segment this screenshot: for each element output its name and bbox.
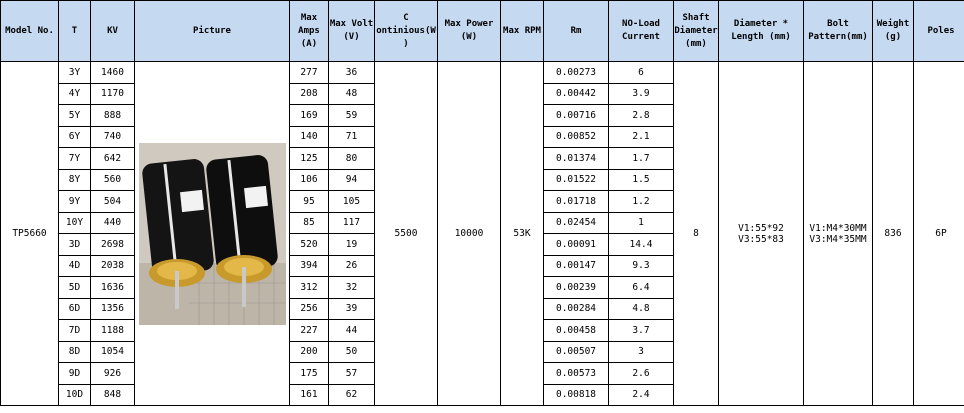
winding-cell: 9Y	[59, 191, 91, 213]
rm-cell: 0.00147	[544, 255, 609, 277]
kv-cell: 740	[91, 126, 135, 148]
max-volt-cell: 80	[329, 148, 375, 170]
header-max-volt: Max Volt (V)	[329, 1, 375, 62]
max-volt-cell: 48	[329, 83, 375, 105]
no-load-cell: 9.3	[609, 255, 674, 277]
header-row	[1, 1, 964, 62]
header-rm: Rm	[544, 1, 609, 62]
picture-cell	[135, 62, 290, 406]
kv-cell: 560	[91, 169, 135, 191]
rm-cell: 0.01522	[544, 169, 609, 191]
kv-cell: 888	[91, 105, 135, 127]
max-amps-cell: 106	[290, 169, 329, 191]
kv-cell: 1460	[91, 62, 135, 84]
table-row	[1, 62, 964, 84]
max-volt-cell: 50	[329, 341, 375, 363]
winding-cell: 6D	[59, 298, 91, 320]
no-load-cell: 3.7	[609, 320, 674, 342]
rm-cell: 0.00573	[544, 363, 609, 385]
winding-cell: 7Y	[59, 148, 91, 170]
winding-cell: 3Y	[59, 62, 91, 84]
rm-cell: 0.00239	[544, 277, 609, 299]
bolt-line-v3: V3:M4*35MM	[809, 233, 867, 245]
no-load-cell: 6	[609, 62, 674, 84]
continuous-cell: 5500	[375, 62, 438, 406]
max-amps-cell: 227	[290, 320, 329, 342]
no-load-cell: 1.7	[609, 148, 674, 170]
max-amps-cell: 277	[290, 62, 329, 84]
max-amps-cell: 175	[290, 363, 329, 385]
rm-cell: 0.00284	[544, 298, 609, 320]
max-volt-cell: 32	[329, 277, 375, 299]
winding-cell: 8D	[59, 341, 91, 363]
header-max-rpm: Max RPM	[501, 1, 544, 62]
model-cell: TP5660	[1, 62, 59, 406]
dimensions-line-v1: V1:55*92	[738, 222, 784, 234]
kv-cell: 642	[91, 148, 135, 170]
max-amps-cell: 161	[290, 384, 329, 406]
kv-cell: 504	[91, 191, 135, 213]
winding-cell: 3D	[59, 234, 91, 256]
winding-cell: 7D	[59, 320, 91, 342]
no-load-cell: 1.2	[609, 191, 674, 213]
max-amps-cell: 125	[290, 148, 329, 170]
winding-cell: 6Y	[59, 126, 91, 148]
no-load-cell: 6.4	[609, 277, 674, 299]
kv-cell: 2698	[91, 234, 135, 256]
header-t: T	[59, 1, 91, 62]
max-amps-cell: 169	[290, 105, 329, 127]
header-kv: KV	[91, 1, 135, 62]
poles-cell: 6P	[914, 62, 964, 406]
max-amps-cell: 95	[290, 191, 329, 213]
header-continuous: C ontinious(W )	[375, 1, 438, 62]
winding-cell: 10D	[59, 384, 91, 406]
no-load-cell: 2.4	[609, 384, 674, 406]
max-amps-cell: 200	[290, 341, 329, 363]
kv-cell: 1054	[91, 341, 135, 363]
rm-cell: 0.01718	[544, 191, 609, 213]
rm-cell: 0.00507	[544, 341, 609, 363]
max-volt-cell: 62	[329, 384, 375, 406]
header-dimensions: Diameter * Length (mm)	[719, 1, 804, 62]
max-volt-cell: 39	[329, 298, 375, 320]
max-amps-cell: 394	[290, 255, 329, 277]
winding-cell: 5Y	[59, 105, 91, 127]
rm-cell: 0.00442	[544, 83, 609, 105]
header-max-power: Max Power (W)	[438, 1, 501, 62]
max-amps-cell: 256	[290, 298, 329, 320]
max-volt-cell: 57	[329, 363, 375, 385]
rm-cell: 0.01374	[544, 148, 609, 170]
max-volt-cell: 117	[329, 212, 375, 234]
kv-cell: 1636	[91, 277, 135, 299]
max-amps-cell: 312	[290, 277, 329, 299]
no-load-cell: 2.8	[609, 105, 674, 127]
rm-cell: 0.00458	[544, 320, 609, 342]
rm-cell: 0.00716	[544, 105, 609, 127]
dimensions-line-v3: V3:55*83	[738, 233, 784, 245]
kv-cell: 2038	[91, 255, 135, 277]
kv-cell: 1170	[91, 83, 135, 105]
max-amps-cell: 85	[290, 212, 329, 234]
max-volt-cell: 26	[329, 255, 375, 277]
header-weight: Weight (g)	[873, 1, 914, 62]
no-load-cell: 4.8	[609, 298, 674, 320]
kv-cell: 440	[91, 212, 135, 234]
kv-cell: 1188	[91, 320, 135, 342]
rm-cell: 0.00818	[544, 384, 609, 406]
kv-cell: 926	[91, 363, 135, 385]
dimensions-cell	[719, 62, 804, 406]
header-max-amps: Max Amps (A)	[290, 1, 329, 62]
max-volt-cell: 105	[329, 191, 375, 213]
no-load-cell: 1.5	[609, 169, 674, 191]
rm-cell: 0.00852	[544, 126, 609, 148]
no-load-cell: 3.9	[609, 83, 674, 105]
rm-cell: 0.00091	[544, 234, 609, 256]
max-volt-cell: 19	[329, 234, 375, 256]
header-poles: Poles	[914, 1, 964, 62]
max-volt-cell: 94	[329, 169, 375, 191]
max-volt-cell: 44	[329, 320, 375, 342]
winding-cell: 4Y	[59, 83, 91, 105]
winding-cell: 4D	[59, 255, 91, 277]
max-volt-cell: 71	[329, 126, 375, 148]
weight-cell: 836	[873, 62, 914, 406]
max-amps-cell: 208	[290, 83, 329, 105]
no-load-cell: 1	[609, 212, 674, 234]
max-power-cell: 10000	[438, 62, 501, 406]
max-amps-cell: 520	[290, 234, 329, 256]
winding-cell: 9D	[59, 363, 91, 385]
no-load-cell: 3	[609, 341, 674, 363]
no-load-cell: 2.6	[609, 363, 674, 385]
bolt-line-v1: V1:M4*30MM	[809, 222, 867, 234]
rm-cell: 0.02454	[544, 212, 609, 234]
header-shaft: Shaft Diameter (mm)	[674, 1, 719, 62]
max-volt-cell: 36	[329, 62, 375, 84]
header-model: Model No.	[1, 1, 59, 62]
motor-photo-icon	[139, 143, 286, 325]
winding-cell: 10Y	[59, 212, 91, 234]
shaft-cell: 8	[674, 62, 719, 406]
header-no-load: NO-Load Current	[609, 1, 674, 62]
max-volt-cell: 59	[329, 105, 375, 127]
no-load-cell: 2.1	[609, 126, 674, 148]
max-rpm-cell: 53K	[501, 62, 544, 406]
rm-cell: 0.00273	[544, 62, 609, 84]
winding-cell: 8Y	[59, 169, 91, 191]
bolt-cell	[804, 62, 873, 406]
kv-cell: 848	[91, 384, 135, 406]
max-amps-cell: 140	[290, 126, 329, 148]
winding-cell: 5D	[59, 277, 91, 299]
header-picture: Picture	[135, 1, 290, 62]
no-load-cell: 14.4	[609, 234, 674, 256]
kv-cell: 1356	[91, 298, 135, 320]
header-bolt: Bolt Pattern(mm)	[804, 1, 873, 62]
